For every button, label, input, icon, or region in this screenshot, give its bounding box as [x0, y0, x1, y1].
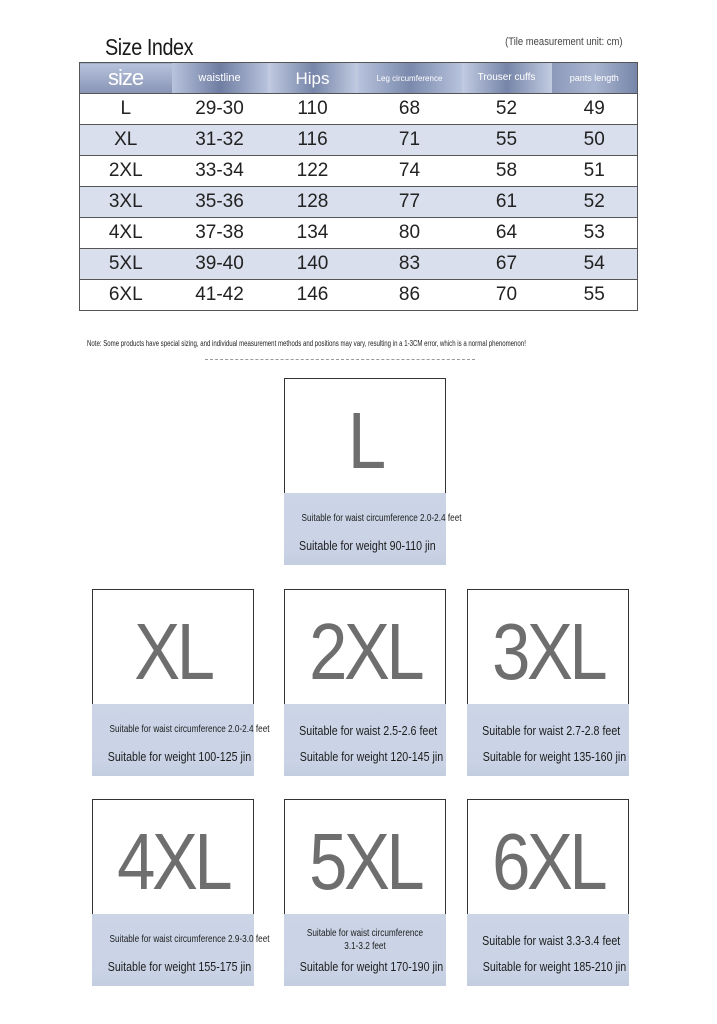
table-cell: 37-38: [172, 218, 268, 249]
size-note: Note: Some products have special sizing, and individual measurement methods and positions may vary, resulting in a 1-3CM error, which is a normal phenomenon!: [87, 339, 526, 348]
size-box: [284, 378, 446, 503]
column-header-size: size: [80, 63, 172, 94]
table-cell: 41-42: [172, 280, 268, 311]
size-box: [467, 799, 629, 924]
table-cell: 140: [268, 249, 358, 280]
size-band: [284, 493, 462, 565]
weight-range: Suitable for weight 185-210 jin: [482, 959, 627, 974]
table-cell: 3XL: [80, 187, 172, 218]
size-band: [92, 914, 270, 986]
table-cell: 64: [462, 218, 552, 249]
waist-range: Suitable for waist circumference 2.0-2.4 feet: [109, 724, 270, 735]
table-cell: 128: [268, 187, 358, 218]
table-row: [80, 125, 638, 156]
column-header-waistline: waistline: [172, 63, 268, 94]
dashed-divider: [205, 359, 475, 360]
table-cell: 49: [552, 94, 638, 125]
table-header-row: [80, 63, 638, 94]
size-band: [467, 914, 629, 986]
table-cell: 71: [358, 125, 462, 156]
column-header-hips: Hips: [268, 63, 358, 94]
table-cell: XL: [80, 125, 172, 156]
size-band: [284, 704, 446, 776]
table-cell: 4XL: [80, 218, 172, 249]
table-cell: 52: [462, 94, 552, 125]
size-letter: 3XL: [491, 606, 605, 696]
table-cell: 116: [268, 125, 358, 156]
size-box: [284, 589, 446, 714]
size-band: [92, 704, 270, 776]
size-letter: L: [347, 395, 383, 485]
size-letter: XL: [134, 606, 212, 696]
size-letter: 5XL: [308, 816, 422, 906]
table-cell: 35-36: [172, 187, 268, 218]
table-cell: 80: [358, 218, 462, 249]
weight-range: Suitable for weight 90-110 jin: [299, 538, 436, 553]
size-letter: 6XL: [491, 816, 605, 906]
column-header-leg-circumference: Leg circumference: [358, 63, 462, 94]
weight-range: Suitable for weight 135-160 jin: [482, 749, 627, 764]
table-row: [80, 218, 638, 249]
waist-range: Suitable for waist 3.3-3.4 feet: [482, 933, 621, 948]
waist-range: Suitable for waist circumference 2.0-2.4 feet: [301, 513, 462, 524]
table-cell: 61: [462, 187, 552, 218]
waist-range: Suitable for waist 2.7-2.8 feet: [482, 723, 621, 738]
table-cell: 58: [462, 156, 552, 187]
table-cell: 55: [552, 280, 638, 311]
table-cell: 29-30: [172, 94, 268, 125]
size-box: [92, 589, 254, 714]
table-cell: 53: [552, 218, 638, 249]
size-box: [92, 799, 254, 924]
table-cell: 134: [268, 218, 358, 249]
table-cell: 68: [358, 94, 462, 125]
size-letter: 2XL: [308, 606, 422, 696]
table-cell: 146: [268, 280, 358, 311]
waist-range: Suitable for waist circumference 2.9-3.0 feet: [109, 934, 270, 945]
table-row: [80, 156, 638, 187]
table-cell: 77: [358, 187, 462, 218]
table-row: [80, 94, 638, 125]
weight-range: Suitable for weight 120-145 jin: [299, 749, 444, 764]
table-cell: L: [80, 94, 172, 125]
table-cell: 50: [552, 125, 638, 156]
waist-range: Suitable for waist 2.5-2.6 feet: [299, 723, 438, 738]
table-cell: 54: [552, 249, 638, 280]
size-box: [284, 799, 446, 924]
table-cell: 122: [268, 156, 358, 187]
size-band: [467, 704, 629, 776]
size-box: [467, 589, 629, 714]
page-title: Size Index: [105, 34, 194, 60]
waist-range: Suitable for waist circumference 3.1-3.2 feet: [306, 928, 424, 952]
weight-range: Suitable for weight 100-125 jin: [107, 749, 252, 764]
table-cell: 55: [462, 125, 552, 156]
table-cell: 86: [358, 280, 462, 311]
weight-range: Suitable for weight 155-175 jin: [107, 959, 252, 974]
table-cell: 51: [552, 156, 638, 187]
table-row: [80, 280, 638, 311]
table-cell: 110: [268, 94, 358, 125]
table-cell: 70: [462, 280, 552, 311]
table-cell: 33-34: [172, 156, 268, 187]
table-cell: 52: [552, 187, 638, 218]
table-cell: 2XL: [80, 156, 172, 187]
table-cell: 39-40: [172, 249, 268, 280]
weight-range: Suitable for weight 170-190 jin: [299, 959, 444, 974]
unit-note: (Tile measurement unit: cm): [505, 36, 623, 48]
column-header-pants-length: pants length: [552, 63, 638, 94]
table-row: [80, 249, 638, 280]
table-cell: 31-32: [172, 125, 268, 156]
column-header-trouser-cuffs: Trouser cuffs: [462, 63, 552, 94]
size-letter: 4XL: [116, 816, 230, 906]
table-cell: 83: [358, 249, 462, 280]
table-row: [80, 187, 638, 218]
table-cell: 6XL: [80, 280, 172, 311]
table-cell: 67: [462, 249, 552, 280]
table-cell: 5XL: [80, 249, 172, 280]
size-table: [79, 62, 638, 311]
table-cell: 74: [358, 156, 462, 187]
